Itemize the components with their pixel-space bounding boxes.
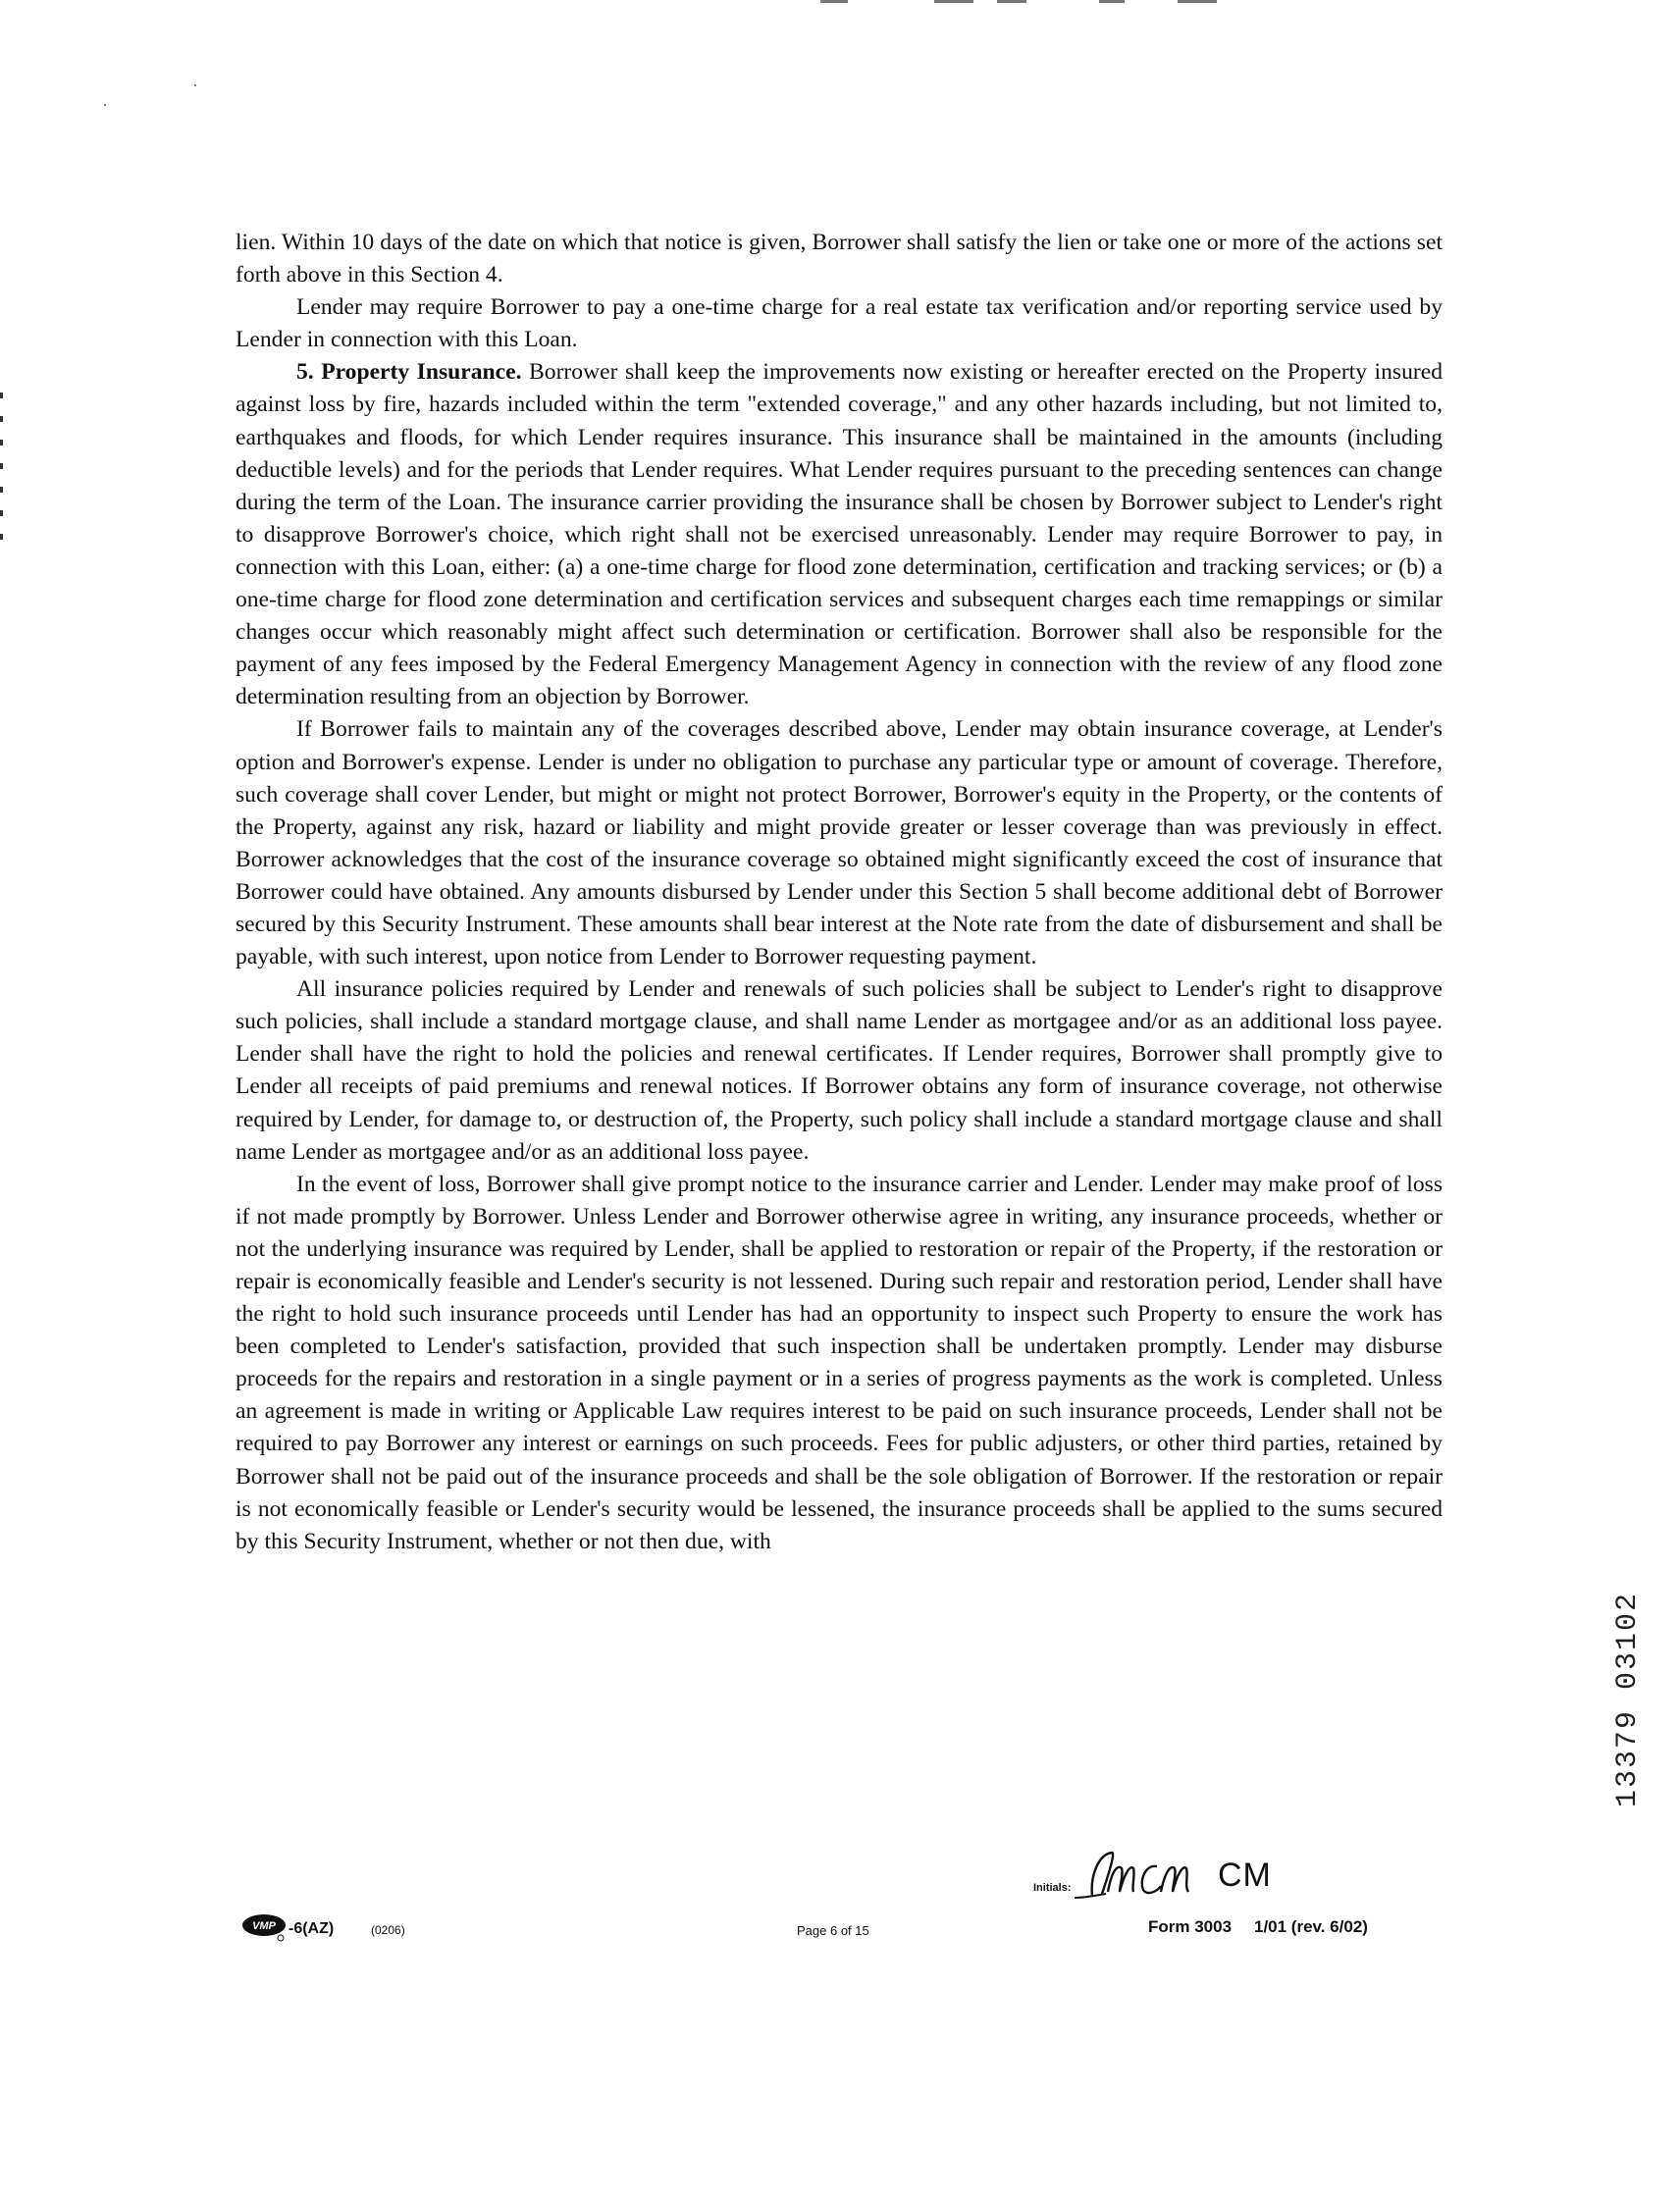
paragraph: Lender may require Borrower to pay a one-time charge for a real estate tax verification and/or reporting service used by Lender in connection with this Loan.	[236, 294, 1443, 353]
svg-text:VMP: VMP	[252, 1920, 276, 1932]
form-number: Form 3003	[1148, 1917, 1233, 1936]
scan-artifact	[194, 84, 196, 86]
vmp-logo-icon	[241, 1912, 287, 1942]
scan-artifact	[997, 0, 1026, 3]
paragraph-property-insurance	[236, 356, 1443, 713]
scan-artifact	[104, 104, 106, 106]
paragraph-text: Borrower shall keep the improvements now existing or hereafter erected on the Property insured against loss by fire, hazards included within the term "extended coverage," and any other hazards including, but not limited to, earthquakes and floods, for which Lender requires insurance. This insurance shall be maintained in the amounts (including deductible levels) and for the periods that Lender requires. What Lender requires pursuant to the preceding sentences can change during the term of the Loan. The insurance carrier providing the insurance shall be chosen by Borrower subject to Lender's right to disapprove Borrower's choice, which right shall not be exercised unreasonably. Lender may require Borrower to pay, in connection with this Loan, either: (a) a one-time charge for flood zone determination, certification and tracking services; or (b) a one-time charge for flood zone determination and certification services and subsequent charges each time remappings or similar changes occur which reasonably might affect such determination or certification. Borrower shall also be responsible for the payment of any fees imposed by the Federal Emergency Management Agency in connection with the review of any flood zone determination resulting from an objection by Borrower.	[236, 359, 1443, 710]
scan-artifact	[1099, 0, 1125, 3]
handwritten-initials-signature	[1073, 1847, 1220, 1908]
initials-label: Initials:	[1033, 1882, 1072, 1894]
paragraph: lien. Within 10 days of the date on which that notice is given, Borrower shall satisfy the lien or take one or more of the actions set forth above in this Section 4.	[236, 230, 1443, 288]
paragraph: In the event of loss, Borrower shall give prompt notice to the insurance carrier and Lender. Lender may make proof of loss if not made promptly by Borrower. Unless Lender and Borrower otherwise agree in writing, any insurance proceeds, whether or not the underlying insurance was required by Lender, shall be applied to restoration or repair of the Property, if the restoration or repair is economically feasible and Lender's security is not lessened. During such repair and restoration period, Lender shall have the right to hold such insurance proceeds until Lender has had an opportunity to inspect such Property to ensure the work has been completed to Lender's satisfaction, provided that such inspection shall be undertaken promptly. Lender may disburse proceeds for the repairs and restoration in a single payment or in a series of progress payments as the work is completed. Unless an agreement is made in writing or Applicable Law requires interest to be paid on such insurance proceeds, Lender shall not be required to pay Borrower any interest or earnings on such proceeds. Fees for public adjusters, or other third parties, retained by Borrower shall not be paid out of the insurance proceeds and shall be the sole obligation of Borrower. If the restoration or repair is not economically feasible or Lender's security would be lessened, the insurance proceeds shall be applied to the sums secured by this Security Instrument, whether or not then due, with	[236, 1171, 1443, 1554]
form-date: (0206)	[371, 1923, 405, 1937]
scan-artifact	[820, 0, 848, 3]
initials-second: CM	[1218, 1857, 1272, 1894]
scan-artifact	[1178, 0, 1217, 3]
paragraph: If Borrower fails to maintain any of the coverages described above, Lender may obtain insurance coverage, at Lender's option and Borrower's expense. Lender is under no obligation to purchase any particular type or amount of coverage. Therefore, such coverage shall cover Lender, but might or might not protect Borrower, Borrower's equity in the Property, or the contents of the Property, against any risk, hazard or liability and might provide greater or lesser coverage than was previously in effect. Borrower acknowledges that the cost of the insurance coverage so obtained might significantly exceed the cost of insurance that Borrower could have obtained. Any amounts disbursed by Lender under this Section 5 shall become additional debt of Borrower secured by this Security Instrument. These amounts shall bear interest at the Note rate from the date of disbursement and shall be payable, with such interest, upon notice from Lender to Borrower requesting payment.	[236, 716, 1443, 970]
initials-block	[1033, 1847, 1328, 1915]
section-heading: 5. Property Insurance.	[296, 359, 522, 386]
scan-artifact	[0, 392, 4, 550]
recording-number: 13379 03102	[1611, 1592, 1645, 1808]
paragraph: All insurance policies required by Lender and renewals of such policies shall be subject to Lender's right to disapprove such policies, shall include a standard mortgage clause, and shall name Lender as mortgagee and/or as an additional loss payee. Lender shall have the right to hold the policies and renewal certificates. If Lender requires, Borrower shall promptly give to Lender all receipts of paid premiums and renewal notices. If Borrower obtains any form of insurance coverage, not otherwise required by Lender, for damage to, or destruction of, the Property, such policy shall include a standard mortgage clause and shall name Lender as mortgagee and/or as an additional loss payee.	[236, 976, 1443, 1165]
page-number: Page 6 of 15	[797, 1923, 869, 1938]
document-body	[236, 227, 1443, 1558]
form-code: -6(AZ)	[289, 1920, 335, 1937]
scan-artifact	[934, 0, 973, 3]
form-revision: 1/01 (rev. 6/02)	[1254, 1917, 1368, 1936]
